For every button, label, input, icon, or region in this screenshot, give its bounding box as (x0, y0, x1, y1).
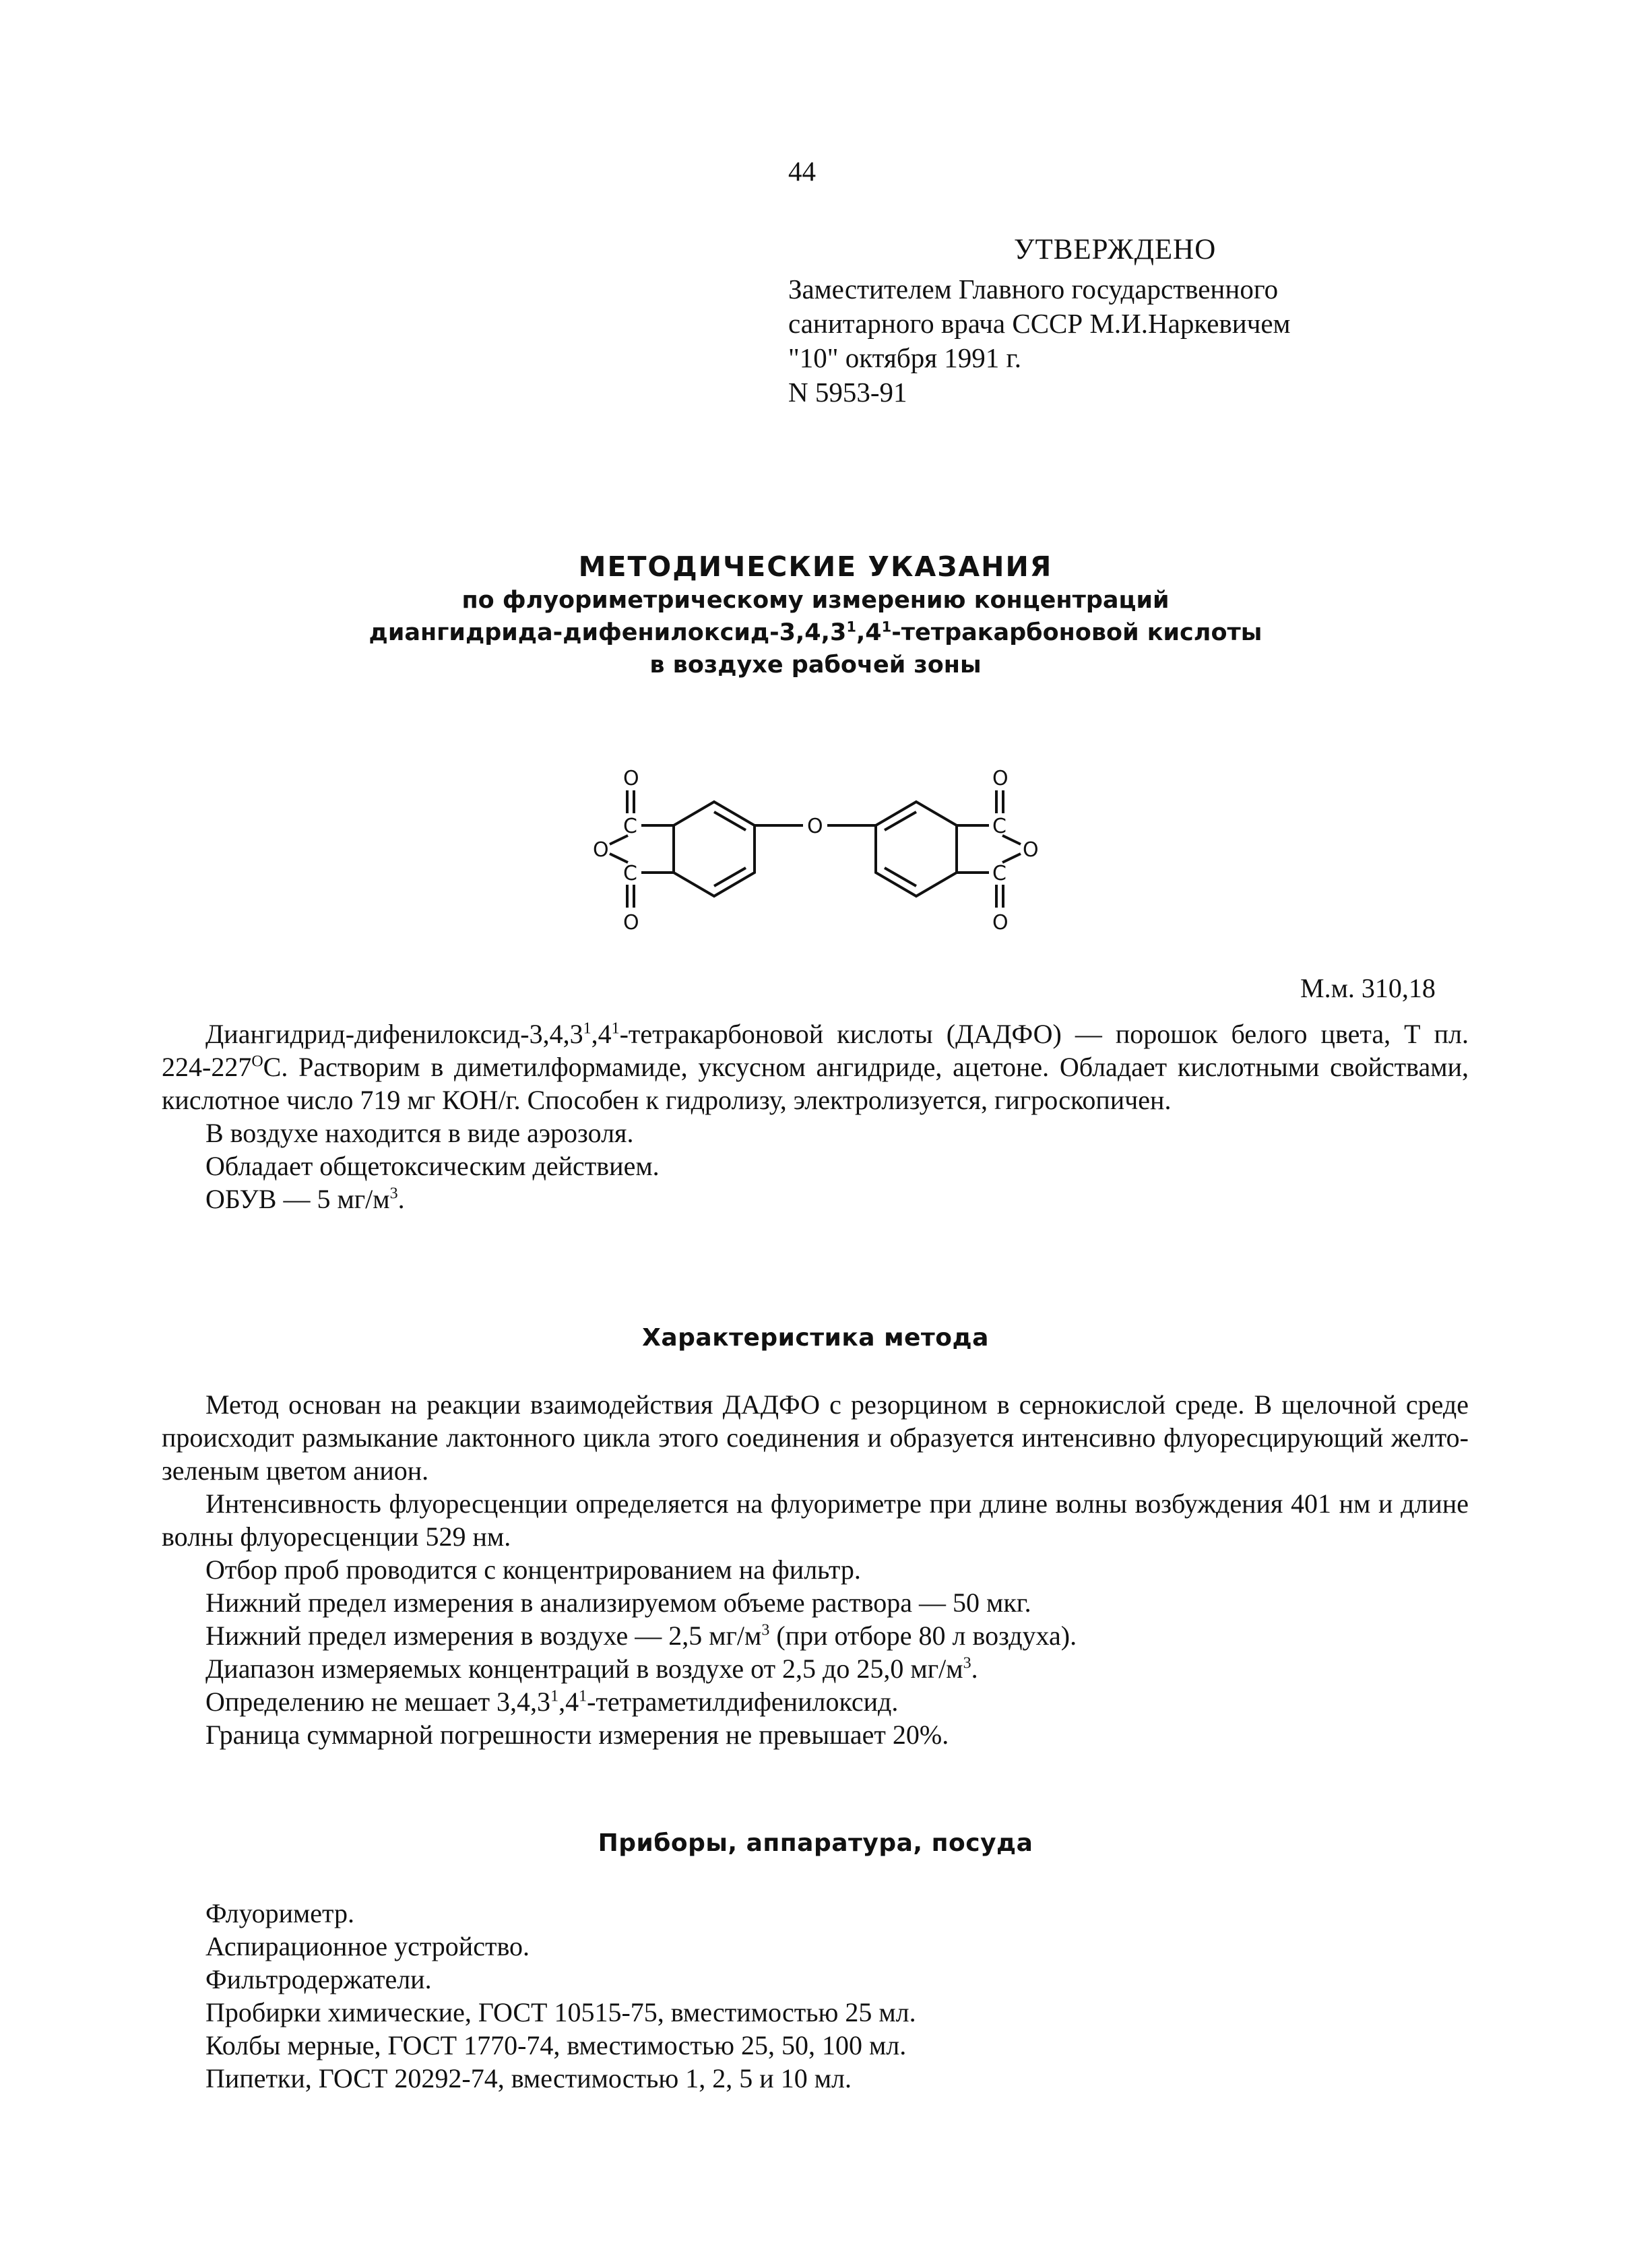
atom-o-bridge: O (807, 815, 823, 838)
method-paragraph-5: Нижний предел измерения в воздухе — 2,5 $мг/м^3$ (при отборе 80 л воздуха). (205, 1620, 1077, 1651)
equipment-item: Пробирки химические, ГОСТ 10515-75, вместимостью 25 мл. (205, 1997, 916, 2027)
method-paragraph-4: Нижний предел измерения в анализируемом объеме раствора — 50 мкг. (205, 1587, 1031, 1618)
method-paragraph-3: Отбор проб проводится с концентрированием на фильтр. (205, 1554, 861, 1585)
method-paragraph-1: Метод основан на реакции взаимодействия ДАДФО с резорцином в сернокислой среде. В щелочной среде происходит размыкание лактонного цикла этого соединения и образуется интенсивно флуоресцирующий желто-зеленым цветом анион. (162, 1389, 1469, 1486)
right-benzene-ring (876, 802, 957, 896)
section-heading-method: Характеристика метода (642, 1324, 989, 1352)
section-heading-equipment: Приборы, аппаратура, посуда (598, 1829, 1033, 1857)
atom-o-bottom-left: O (623, 911, 639, 935)
method-paragraph-2: Интенсивность флуоресценции определяется на флуориметре при длине волны возбуждения 401 нм и длине волны флуоресценции 529 нм. (162, 1488, 1469, 1552)
equipment-item: Флуориметр. (205, 1898, 355, 1928)
atom-o-top-left: O (623, 767, 639, 790)
equipment-item: Аспирационное устройство. (205, 1931, 530, 1961)
method-paragraph-8: Граница суммарной погрешности измерения не превышает 20%. (205, 1720, 949, 1750)
atom-c-left-lower: C (623, 862, 637, 885)
approval-stamp (788, 232, 1291, 410)
molecular-mass: М.м. 310,18 (1300, 973, 1436, 1003)
approval-line-3: "10" октября 1991 г. (788, 342, 1021, 373)
structural-formula-svg (559, 765, 1071, 967)
equipment-item: Пипетки, ГОСТ 20292-74, вместимостью 1, 2, 5 и 10 мл. (205, 2063, 852, 2093)
atom-o-left-ring: O (593, 838, 609, 862)
title-line-1: по флуориметрическому измерению концентраций (461, 587, 1170, 614)
approval-line-2: санитарного врача СССР М.И.Наркевичем (788, 308, 1291, 339)
atom-c-left-upper: C (623, 815, 637, 838)
document-title (0, 549, 1631, 681)
atom-o-bottom-right: O (992, 911, 1009, 935)
title-line-2: диангидрида-$дифенилоксид-3,4,3^1,4^1$-тетракарбоновой кислоты (369, 619, 1262, 646)
method-block (162, 1388, 1469, 1751)
structural-formula (559, 765, 1071, 967)
description-block (162, 1017, 1469, 1216)
description-paragraph-1: Диангидрид-$дифенилоксид-3,4,3^1,4^1$-тетракарбоновой кислоты (ДАДФО) — порошок белого цвета, Т пл. $224-227^OС$. Растворим в диметилформамиде, уксусном ангидриде, ацетоне. Обладает кислотными свойствами, кислотное число 719 мг КОН/г. Способен к гидролизу, электролизуется, гигроскопичен. (162, 1019, 1469, 1115)
atom-o-right-ring: O (1023, 838, 1039, 862)
left-benzene-ring (674, 802, 755, 896)
atom-o-top-right: O (992, 767, 1009, 790)
approval-number: N 5953-91 (788, 377, 907, 408)
equipment-list (205, 1897, 916, 2095)
equipment-item: Фильтродержатели. (205, 1964, 432, 1994)
method-paragraph-7: Определению не мешает $3,4,3^1,4^1$-тетраметилдифенилоксид. (205, 1687, 899, 1717)
description-paragraph-4: ОБУВ — 5 $мг/м^3$. (205, 1184, 405, 1214)
approval-title: УТВЕРЖДЕНО (1014, 234, 1217, 265)
title-line-3: в воздухе рабочей зоны (649, 652, 982, 679)
equipment-item: Колбы мерные, ГОСТ 1770-74, вместимостью 25, 50, 100 мл. (205, 2030, 907, 2060)
title-main: МЕТОДИЧЕСКИЕ УКАЗАНИЯ (578, 550, 1053, 583)
atom-c-right-lower: C (992, 862, 1006, 885)
page-number: 44 (788, 156, 816, 187)
atom-c-right-upper: C (992, 815, 1006, 838)
description-paragraph-3: Обладает общетоксическим действием. (205, 1151, 660, 1181)
approval-line-1: Заместителем Главного государственного (788, 274, 1279, 305)
description-paragraph-2: В воздухе находится в виде аэрозоля. (205, 1118, 634, 1148)
method-paragraph-6: Диапазон измеряемых концентраций в воздухе от 2,5 до 25,0 $мг/м^3$. (205, 1653, 978, 1684)
